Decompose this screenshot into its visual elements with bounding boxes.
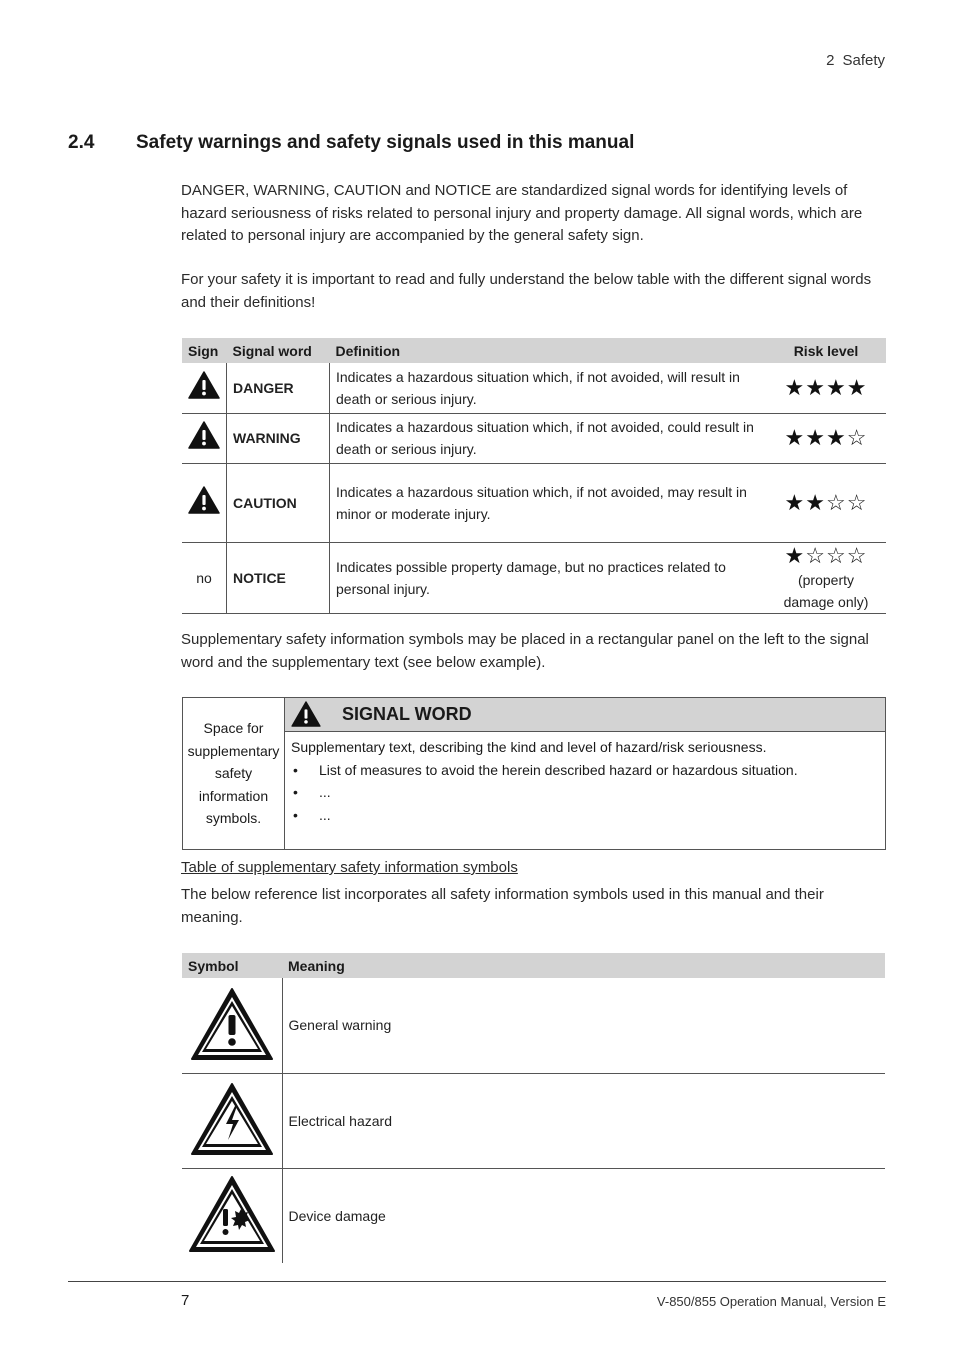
- signal-word-warning: WARNING: [227, 413, 330, 463]
- header-definition: Definition: [330, 338, 767, 363]
- signal-word-header: [285, 698, 885, 732]
- section-number: 2.4: [68, 132, 95, 153]
- warning-triangle-icon: [188, 371, 220, 399]
- table-row: [182, 413, 886, 463]
- definition-warning: Indicates a hazardous situation which, if not avoided, could result in death or serious injury.: [330, 413, 767, 463]
- warning-triangle-icon: [291, 701, 321, 727]
- table-row: [182, 978, 885, 1073]
- risk-stars: ★☆☆☆: [784, 542, 868, 568]
- definition-caution: Indicates a hazardous situation which, if not avoided, may result in minor or moderate injury.: [330, 463, 767, 542]
- table-row: [182, 1168, 885, 1263]
- signal-word-caution: CAUTION: [227, 463, 330, 542]
- table-header-row: [182, 953, 885, 978]
- risk-stars: ★★☆☆: [784, 489, 868, 515]
- symbols-paragraph: The below reference list incorporates all safety information symbols used in this manual and their meaning.: [181, 886, 824, 926]
- symbols-table-link[interactable]: Table of supplementary safety information symbols: [181, 859, 518, 876]
- warning-triangle-icon: [188, 486, 220, 514]
- header-symbol: Symbol: [182, 953, 282, 978]
- supplementary-paragraph: Supplementary safety information symbols may be placed in a rectangular panel on the left to the signal word and the supplementary text (see below example).: [181, 631, 869, 671]
- intro-paragraph-2: For your safety it is important to read and fully understand the below table with the different signal words and their definitions!: [181, 271, 872, 311]
- supplementary-text: Supplementary text, describing the kind and level of hazard/risk seriousness.: [291, 739, 767, 755]
- table-header-row: [182, 338, 886, 363]
- definition-notice: Indicates possible property damage, but no practices related to personal injury.: [330, 542, 767, 613]
- symbol-cell: [182, 1073, 282, 1168]
- chapter-title: Safety: [842, 52, 885, 69]
- list-item: • ...: [291, 781, 877, 804]
- symbol-cell: [182, 1168, 282, 1263]
- list-item: • ...: [291, 804, 877, 827]
- signal-word-danger: DANGER: [227, 363, 330, 413]
- signal-word-table: [182, 338, 886, 614]
- definition-danger: Indicates a hazardous situation which, if not avoided, will result in death or serious injury.: [330, 363, 767, 413]
- running-header: [818, 52, 885, 69]
- signal-word-notice: NOTICE: [227, 542, 330, 613]
- sign-cell: [182, 413, 227, 463]
- symbol-space-panel: [183, 698, 285, 849]
- table-row: [182, 363, 886, 413]
- warning-triangle-icon: [188, 421, 220, 449]
- signal-word-body: [291, 736, 877, 826]
- table-row: [182, 542, 886, 613]
- sign-cell: [182, 463, 227, 542]
- risk-cell: [766, 363, 886, 413]
- meaning-general-warning: General warning: [282, 978, 885, 1073]
- table-row: [182, 1073, 885, 1168]
- header-risk-level: Risk level: [766, 338, 886, 363]
- symbol-table: [182, 953, 885, 1263]
- risk-cell: [766, 542, 886, 613]
- list-item: • List of measures to avoid the herein described hazard or hazardous situation.: [291, 759, 877, 782]
- page-number: 7: [181, 1292, 190, 1309]
- section-title: Safety warnings and safety signals used in this manual: [136, 132, 635, 153]
- risk-cell: [766, 463, 886, 542]
- risk-cell: [766, 413, 886, 463]
- risk-stars: ★★★★: [784, 374, 868, 400]
- document-title: V-850/855 Operation Manual, Version E: [656, 1294, 886, 1309]
- symbol-cell: [182, 978, 282, 1073]
- header-meaning: Meaning: [282, 953, 885, 978]
- risk-note: (property damage only): [783, 571, 869, 610]
- device-damage-icon: [188, 1175, 276, 1253]
- footer-divider: [68, 1281, 886, 1282]
- sign-cell: [182, 363, 227, 413]
- electrical-hazard-icon: [190, 1082, 274, 1156]
- sign-cell-no: no: [182, 542, 227, 613]
- symbol-space-text: Space for supplementary safety information symbols.: [187, 720, 280, 827]
- meaning-device-damage: Device damage: [288, 1207, 386, 1224]
- signal-word-title: SIGNAL WORD: [342, 704, 472, 724]
- table-row: [182, 463, 886, 542]
- general-warning-icon: [190, 987, 274, 1061]
- intro-paragraph-1: DANGER, WARNING, CAUTION and NOTICE are standardized signal words for identifying levels of hazard seriousness of risks related to personal injury and property damage. All signal words, which are related to personal injury are accompanied by the general safety sign.: [181, 182, 863, 244]
- signal-word-example-box: [182, 697, 886, 850]
- chapter-number: 2: [826, 52, 835, 69]
- header-signal-word: Signal word: [227, 338, 330, 363]
- header-sign: Sign: [182, 338, 227, 363]
- meaning-electrical-hazard: Electrical hazard: [282, 1073, 885, 1168]
- risk-stars: ★★★☆: [784, 425, 868, 450]
